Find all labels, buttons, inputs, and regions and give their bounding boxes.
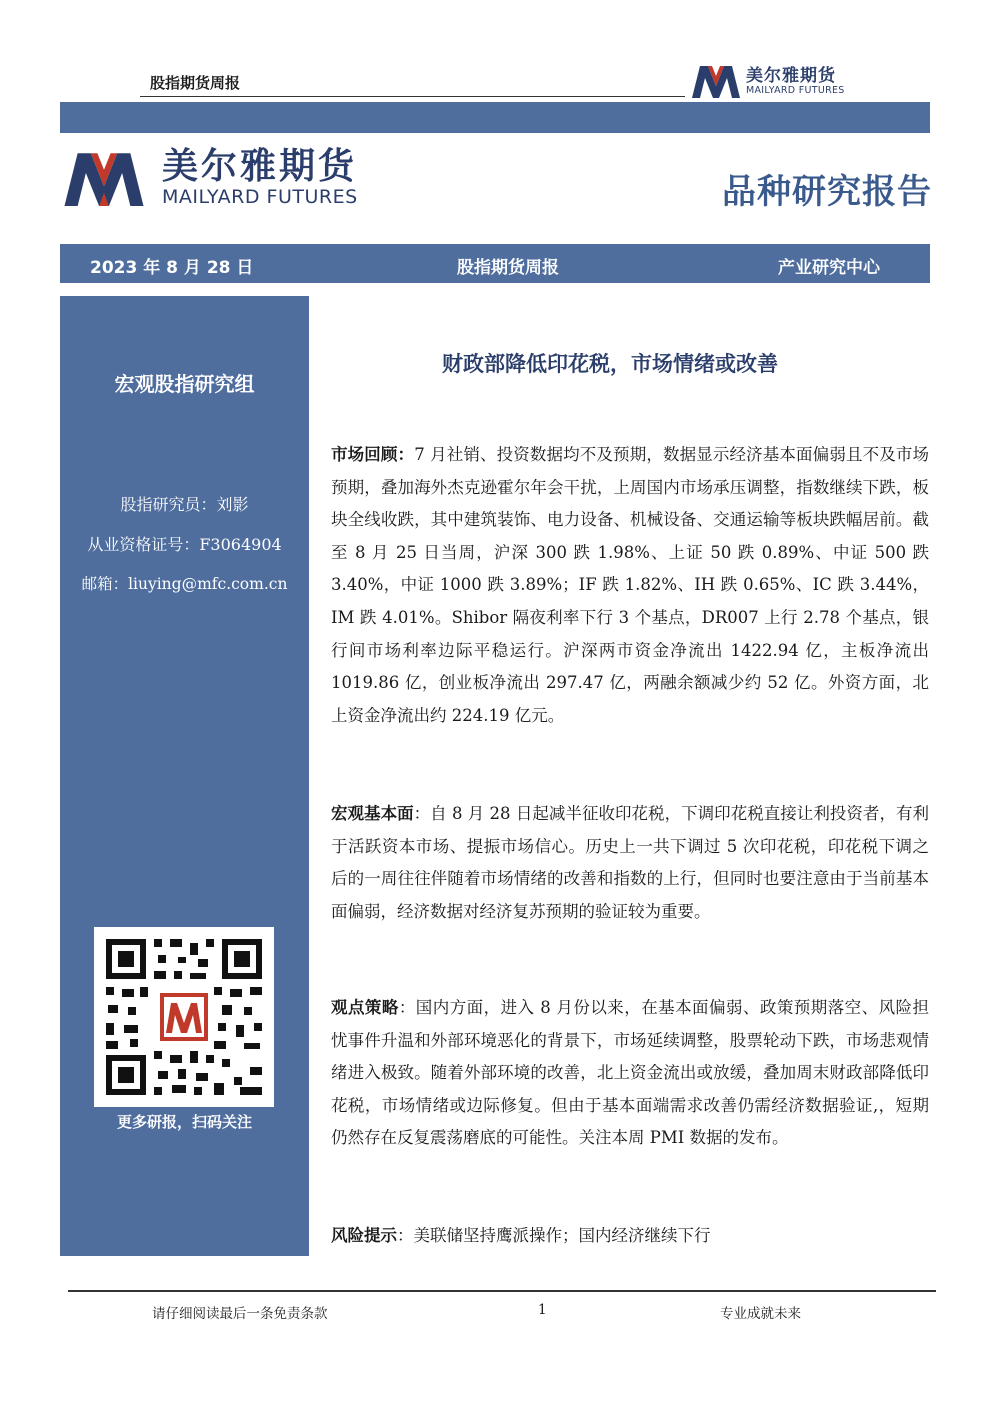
logo-cn-small: 美尔雅期货: [746, 65, 836, 86]
footer-rule: [68, 1290, 936, 1292]
department: 产业研究中心: [778, 258, 880, 278]
logo-en-large: MAILYARD FUTURES: [162, 186, 358, 208]
qr-code[interactable]: [94, 927, 274, 1107]
qr-code-icon: [94, 927, 274, 1107]
section-text: ：国内方面，进入 8 月份以来，在基本面偏弱、政策预期落空、风险担忧事件升温和外部环境恶化的背景下，市场延续调整，股票轮动下跌，市场悲观情绪进入极致。随着外部环境的改善，北上资金流出或放缓，叠加周末财政部降低印花税，市场情绪或边际修复。但由于基本面端需求改善仍需经济数据验证,，短期仍然存在反复震荡磨底的可能性。关注本周 PMI 数据的发布。: [331, 998, 930, 1148]
company-logo-icon: [692, 64, 740, 98]
company-logo-large-icon: [60, 150, 148, 206]
macro-paragraph: [331, 798, 929, 928]
logo-cn-large: 美尔雅期货: [162, 146, 358, 187]
running-title: 股指期货周报: [150, 74, 241, 92]
research-group: 宏观股指研究组: [114, 372, 255, 396]
section-text: 7 月社销、投资数据均不及预期，数据显示经济基本面偏弱且不及市场预期，叠加海外杰克逊霍尔年会干扰，上周国内市场承压调整，指数继续下跌，板块全线收跌，其中建筑装饰、电力设备、机械设备、交通运输等板块跌幅居前。截至 8 月 25 日当周，沪深 300 跌 1.98%、上证 50 跌 0.89%、中证 500 跌 3.40%，中证 1000 跌 3.89%；IF 跌 1.82%、IH 跌 0.65%、IC 跌 3.44%，IM 跌 4.01%。Shibor 隔夜利率下行 3 个基点，DR007 上行 2.78 个基点，银行间市场利率边际平稳运行。沪深两市资金净流出 1422.94 亿，主板净流出 1019.86 亿，创业板净流出 297.47 亿，两融余额减少约 52 亿。外资方面，北上资金净流出约 224.19 亿元。: [331, 445, 930, 725]
report-type-title: 品种研究报告: [722, 172, 932, 212]
header-logo: [692, 62, 862, 100]
analyst-name: 股指研究员：刘影: [120, 495, 249, 514]
page-number: 1: [538, 1302, 547, 1318]
strategy-paragraph: [331, 992, 929, 1155]
top-band: [60, 102, 930, 133]
risk-paragraph: [331, 1220, 929, 1253]
section-text: ：美联储坚持鹰派操作；国内经济继续下行: [397, 1226, 711, 1245]
section-label: 宏观基本面: [331, 804, 414, 823]
section-label: 观点策略: [331, 998, 399, 1017]
market-review-paragraph: [331, 439, 929, 732]
report-name: 股指期货周报: [457, 258, 559, 278]
brand-logo: [60, 140, 370, 216]
license-number: 从业资格证号：F3064904: [87, 535, 282, 554]
section-label: 风险提示: [331, 1226, 397, 1245]
article-headline: 财政部降低印花税，市场情绪或改善: [442, 352, 778, 376]
section-label: 市场回顾：: [331, 445, 415, 464]
section-text: ：自 8 月 28 日起减半征收印花税，下调印花税直接让利投资者，有利于活跃资本市场、提振市场信心。历史上一共下调过 5 次印花税，印花税下调之后的一周往往伴随着市场情绪的改善和指数的上行，但同时也要注意由于当前基本面偏弱，经济数据对经济复苏预期的验证较为重要。: [331, 804, 930, 921]
logo-en-small: MAILYARD FUTURES: [746, 84, 845, 96]
qr-caption: 更多研报，扫码关注: [116, 1113, 252, 1131]
header-rule: [140, 96, 685, 97]
footer-disclaimer: 请仔细阅读最后一条免责条款: [152, 1306, 328, 1322]
analyst-email[interactable]: 邮箱：liuying@mfc.com.cn: [81, 575, 288, 593]
report-date: 2023 年 8 月 28 日: [90, 258, 254, 278]
info-bar: [60, 244, 930, 283]
footer-slogan: 专业成就未来: [720, 1306, 801, 1322]
